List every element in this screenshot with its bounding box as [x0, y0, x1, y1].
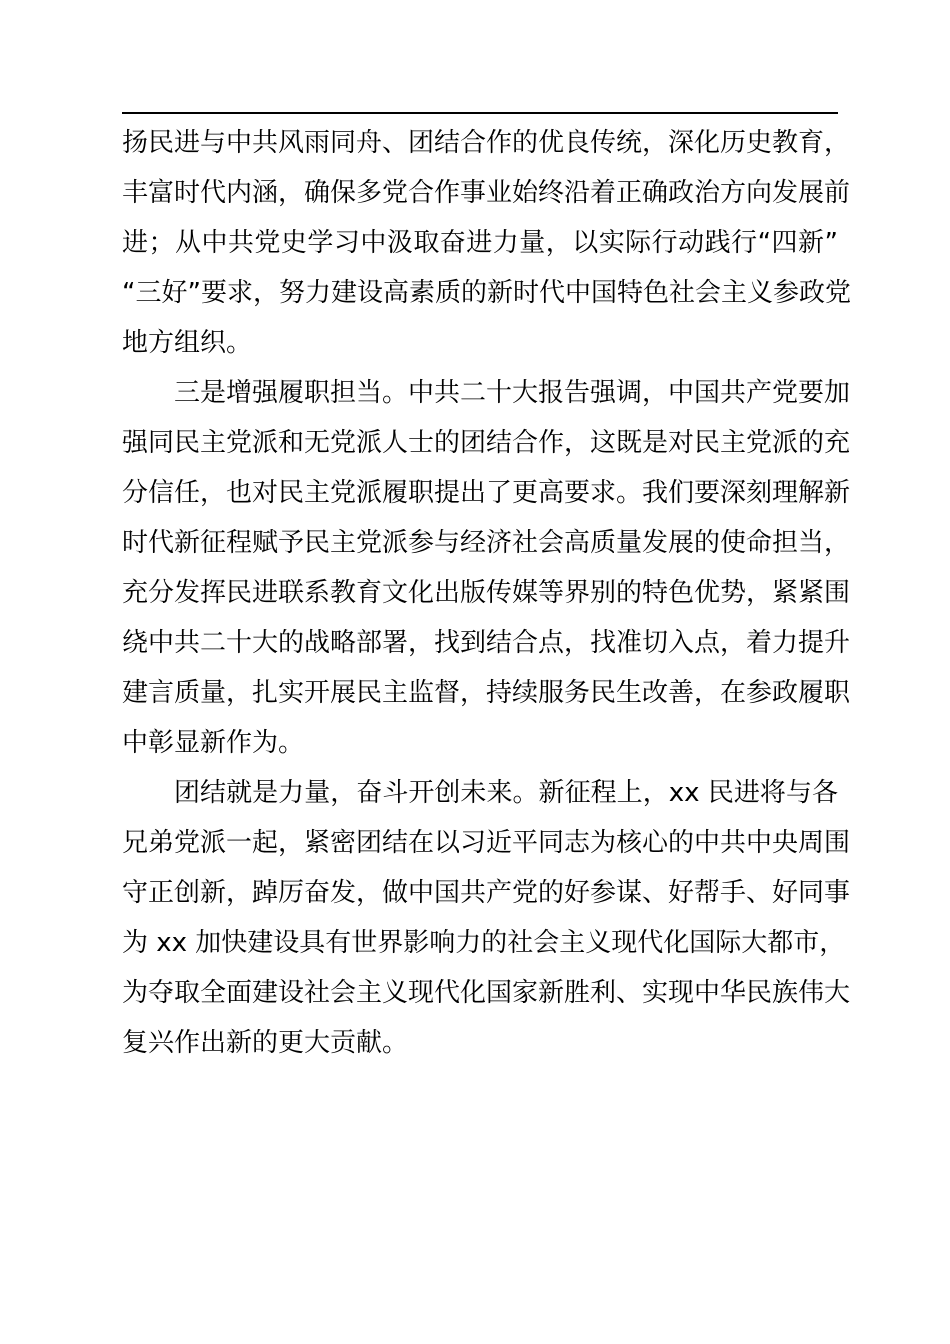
paragraph-1-line-1: 扬民进与中共风雨同舟、团结合作的优良传统，深化历史教育，	[122, 128, 851, 158]
paragraph-1-line-3: 进；从中共党史学习中汲取奋进力量，以实际行动践行“四新”	[122, 228, 838, 258]
paragraph-2-line-1: 三是增强履职担当。中共二十大报告强调，中国共产党要加	[174, 378, 851, 408]
paragraph-2-line-6: 绕中共二十大的战略部署，找到结合点，找准切入点，着力提升	[122, 628, 851, 658]
paragraph-2-line-8: 中彰显新作为。	[122, 728, 305, 758]
paragraph-3-line-2: 兄弟党派一起，紧密团结在以习近平同志为核心的中共中央周围	[122, 828, 851, 858]
paragraph-2-line-3: 分信任，也对民主党派履职提出了更高要求。我们要深刻理解新	[122, 478, 851, 508]
paragraph-3-line-5: 为夺取全面建设社会主义现代化国家新胜利、实现中华民族伟大	[122, 978, 851, 1008]
paragraph-2-line-4: 时代新征程赋予民主党派参与经济社会高质量发展的使命担当，	[122, 528, 851, 558]
paragraph-1-line-2: 丰富时代内涵，确保多党合作事业始终沿着正确政治方向发展前	[122, 178, 851, 208]
paragraph-1-line-5: 地方组织。	[122, 328, 253, 358]
paragraph-3-line-1: 团结就是力量，奋斗开创未来。新征程上，xx 民进将与各	[174, 778, 838, 808]
paragraph-3-line-4: 为 xx 加快建设具有世界影响力的社会主义现代化国际大都市，	[122, 928, 846, 958]
paragraph-2-line-7: 建言质量，扎实开展民主监督，持续服务民生改善，在参政履职	[122, 678, 851, 708]
paragraph-3-line-3: 守正创新，踔厉奋发，做中国共产党的好参谋、好帮手、好同事	[122, 878, 851, 908]
paragraph-3-line-6: 复兴作出新的更大贡献。	[122, 1028, 409, 1058]
paragraph-2-line-2: 强同民主党派和无党派人士的团结合作，这既是对民主党派的充	[122, 428, 851, 458]
paragraph-2-line-5: 充分发挥民进联系教育文化出版传媒等界别的特色优势，紧紧围	[122, 578, 851, 608]
header-rule	[122, 112, 838, 114]
body-text	[122, 118, 851, 1068]
paragraph-1-line-4: “三好”要求，努力建设高素质的新时代中国特色社会主义参政党	[122, 278, 851, 308]
